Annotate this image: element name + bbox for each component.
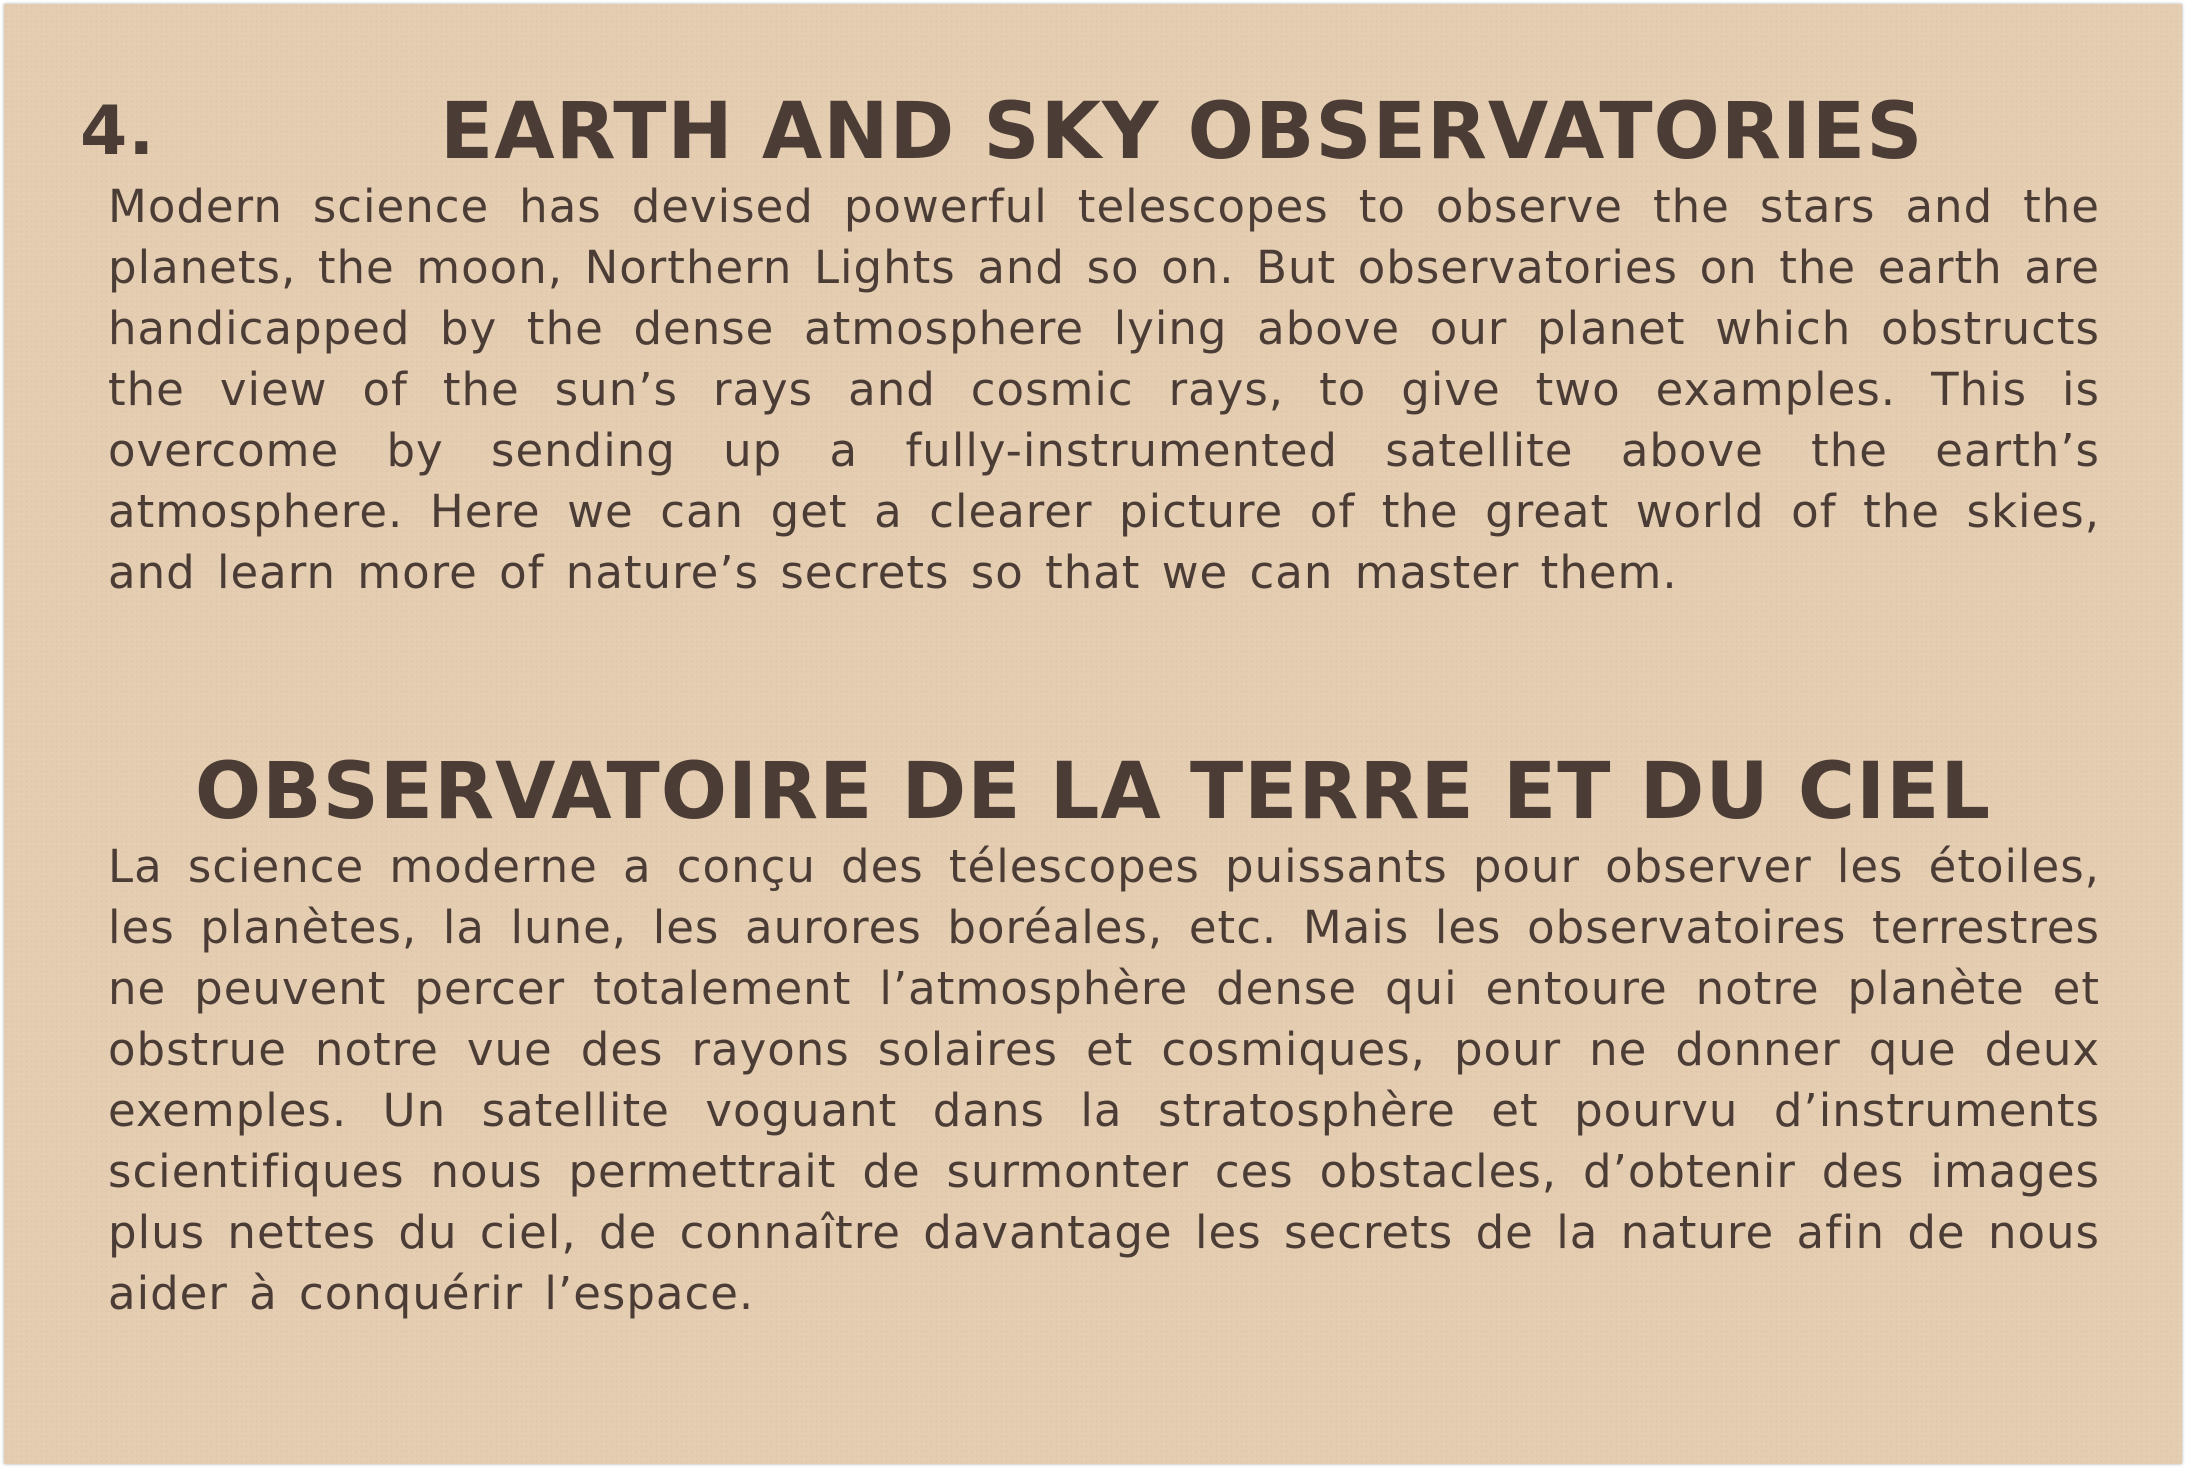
french-title: OBSERVATOIRE DE LA TERRE ET DU CIEL [194,747,1992,837]
english-body: Modern science has devised powerful telescopes to observe the stars and the planets, the moon, Northern Lights and so on. But observatories on the earth are handicapped by the dense atmosphere lying above our planet which obstructs the view of the sun’s rays and cosmic rays, to give two examples. This is overcome by sending up a fully-instrumented satellite above the earth’s atmosphere. Here we can get a clearer picture of the great world of the skies, and learn more of nature’s secrets so that we can master them. [108,180,2100,599]
card-back [4,4,2182,1464]
english-title: EARTH AND SKY OBSERVATORIES [440,87,1924,177]
heading-row [80,82,2120,182]
french-body: La science moderne a conçu des télescopes puissants pour observer les étoiles, les planètes, la lune, les aurores boréales, etc. Mais les observatoires terrestres ne peuvent percer totalement l’atmosphère dense qui entoure notre planète et obstrue notre vue des rayons solaires et cosmiques, pour ne donner que deux exemples. Un satellite voguant dans la stratosphère et pourvu d’instruments scientifiques nous permettrait de surmonter ces obstacles, d’obtenir des images plus nettes du ciel, de connaître davantage les secrets de la nature afin de nous aider à conquérir l’espace. [108,840,2100,1320]
card-number: 4. [80,92,156,171]
